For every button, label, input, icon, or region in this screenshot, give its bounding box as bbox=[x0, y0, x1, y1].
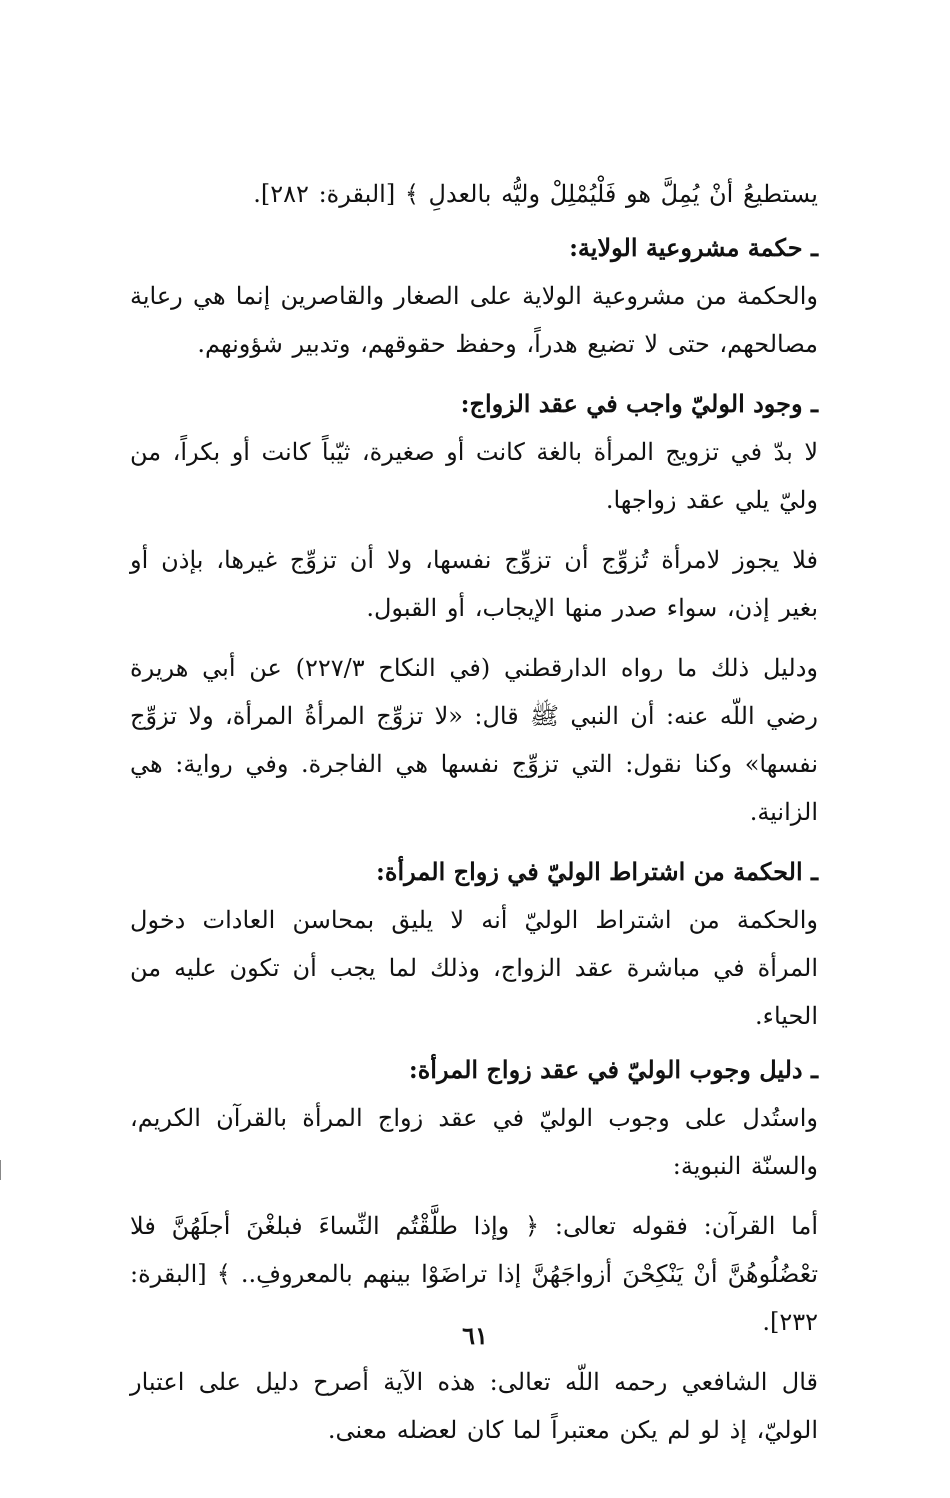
section-heading-evidence: ـ دليل وجوب الوليّ في عقد زواج المرأة: bbox=[408, 1055, 818, 1084]
paragraph-quran-evidence: أما القرآن: فقوله تعالى: ﴿ وإذا طلَّقْتُم النِّساءَ فبلغْنَ أجلَهُنَّ فلا تعْضُلُوهُنَّ أنْ يَنْكِحْنَ أزواجَهُنَّ إذا تراضَوْا بينهم بالمعروفِ.. ﴾ [البقرة: ٢٣٢]. bbox=[130, 1212, 818, 1336]
paragraph-evidence-intro: واستُدل على وجوب الوليّ في عقد زواج المرأة بالقرآن الكريم، والسنّة النبوية: bbox=[130, 1104, 818, 1180]
paragraph-shafii-quote: قال الشافعي رحمه اللّه تعالى: هذه الآية أصرح دليل على اعتبار الوليّ، إذ لو لم يكن معتبراً لما كان لعضله معنى. bbox=[130, 1368, 818, 1444]
paragraph-guardian-required: لا بدّ في تزويج المرأة بالغة كانت أو صغيرة، ثيّباً كانت أو بكراً، من وليّ يلي عقد زواجها. bbox=[130, 438, 818, 514]
section-heading-wisdom: ـ حكمة مشروعية الولاية: bbox=[569, 233, 818, 262]
paragraph-evidence-hadith: ودليل ذلك ما رواه الدارقطني (في النكاح ٢٢٧/٣) عن أبي هريرة رضي اللّه عنه: أن النبي ﷺ قال: «لا تزوِّج المرأةُ المرأة، ولا تزوِّج نفسها» وكنا نقول: التي تزوِّج نفسها هي الفاجرة. وفي رواية: هي الزانية. bbox=[130, 654, 818, 826]
section-heading-guardian-required: ـ وجود الوليّ واجب في عقد الزواج: bbox=[460, 389, 818, 418]
section-heading-wisdom-guardian: ـ الحكمة من اشتراط الوليّ في زواج المرأة: bbox=[376, 857, 818, 886]
paragraph-wisdom: والحكمة من مشروعية الولاية على الصغار والقاصرين إنما هي رعاية مصالحهم، حتى لا تضيع هدراً، وحفظ حقوقهم، وتدبير شؤونهم. bbox=[130, 282, 818, 358]
verse-continuation: يستطيعُ أنْ يُمِلَّ هو فَلْيُمْلِلْ وليُّه بالعدلِ ﴾ [البقرة: ٢٨٢]. bbox=[253, 180, 818, 208]
paragraph-wisdom-guardian: والحكمة من اشتراط الوليّ أنه لا يليق بمحاسن العادات دخول المرأة في مباشرة عقد الزواج، وذلك لما يجب أن تكون عليه من الحياء. bbox=[130, 906, 818, 1030]
main-text-column bbox=[130, 170, 818, 1454]
page-number: ٦١ bbox=[462, 1321, 488, 1350]
paragraph-not-permitted: فلا يجوز لامرأة تُزوِّج أن تزوِّج نفسها، ولا أن تزوِّج غيرها، بإذن أو بغير إذن، سواء صدر منها الإيجاب، أو القبول. bbox=[130, 546, 818, 622]
scan-edge-mark bbox=[0, 1160, 1, 1180]
